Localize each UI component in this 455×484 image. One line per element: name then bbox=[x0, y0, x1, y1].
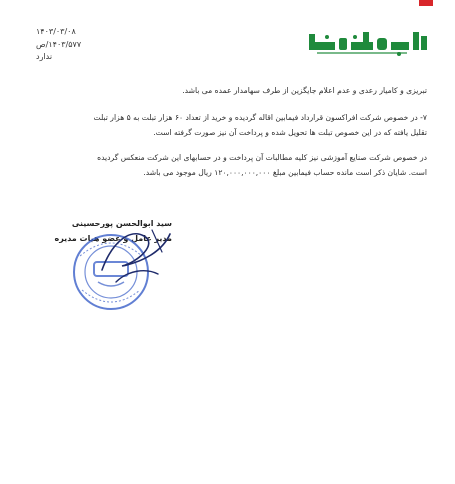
paragraph-3-line-2: است. شایان ذکر است مانده حساب فیمابین مبلغ ۱۲۰,۰۰۰,۰۰۰,۰۰۰ ریال موجود می باشد. bbox=[143, 168, 427, 177]
paragraph-3-line-1: در خصوص شرکت صنایع آموزشی نیز کلیه مطالبات آن پرداخت و در حسابهای این شرکت منعکس گردیده bbox=[97, 153, 427, 162]
letterhead-accent bbox=[419, 0, 433, 6]
signatory-name: سید ابوالحسن پورحسینی bbox=[71, 219, 172, 228]
logo-mark-icon bbox=[307, 28, 429, 58]
handwritten-signature-icon bbox=[92, 222, 178, 292]
paragraph-2-line-1: ۷- در خصوص شرکت افراکسون قرارداد فیمابین اقاله گردیده و خرید از تعداد ۶۰ هزار تبلت به ۵ هزار تبلت bbox=[93, 113, 427, 122]
logo-text: ایران ارقام bbox=[307, 28, 312, 29]
signatory-title: مدیر عامل و عضو هیات مدیره bbox=[54, 234, 172, 243]
company-logo bbox=[307, 28, 429, 58]
paragraph-3 bbox=[28, 150, 427, 180]
paragraph-2-line-2: تقلیل یافته که در این خصوص تبلت ها تحویل شده و پرداخت آن نیز صورت گرفته است. bbox=[153, 128, 427, 137]
paragraph-1: تبریزی و کامیار رعدی و عدم اعلام جایگزین از طرف سهامدار عمده می باشد. bbox=[182, 86, 427, 95]
letter-number: ۱۴۰۳/۵۷۷/ص bbox=[36, 39, 82, 49]
letter-date: ۱۴۰۳/۰۳/۰۸ bbox=[36, 27, 76, 36]
paragraph-2 bbox=[28, 110, 427, 140]
letter-meta bbox=[36, 26, 156, 64]
letter-attachment: ندارد bbox=[36, 52, 53, 61]
